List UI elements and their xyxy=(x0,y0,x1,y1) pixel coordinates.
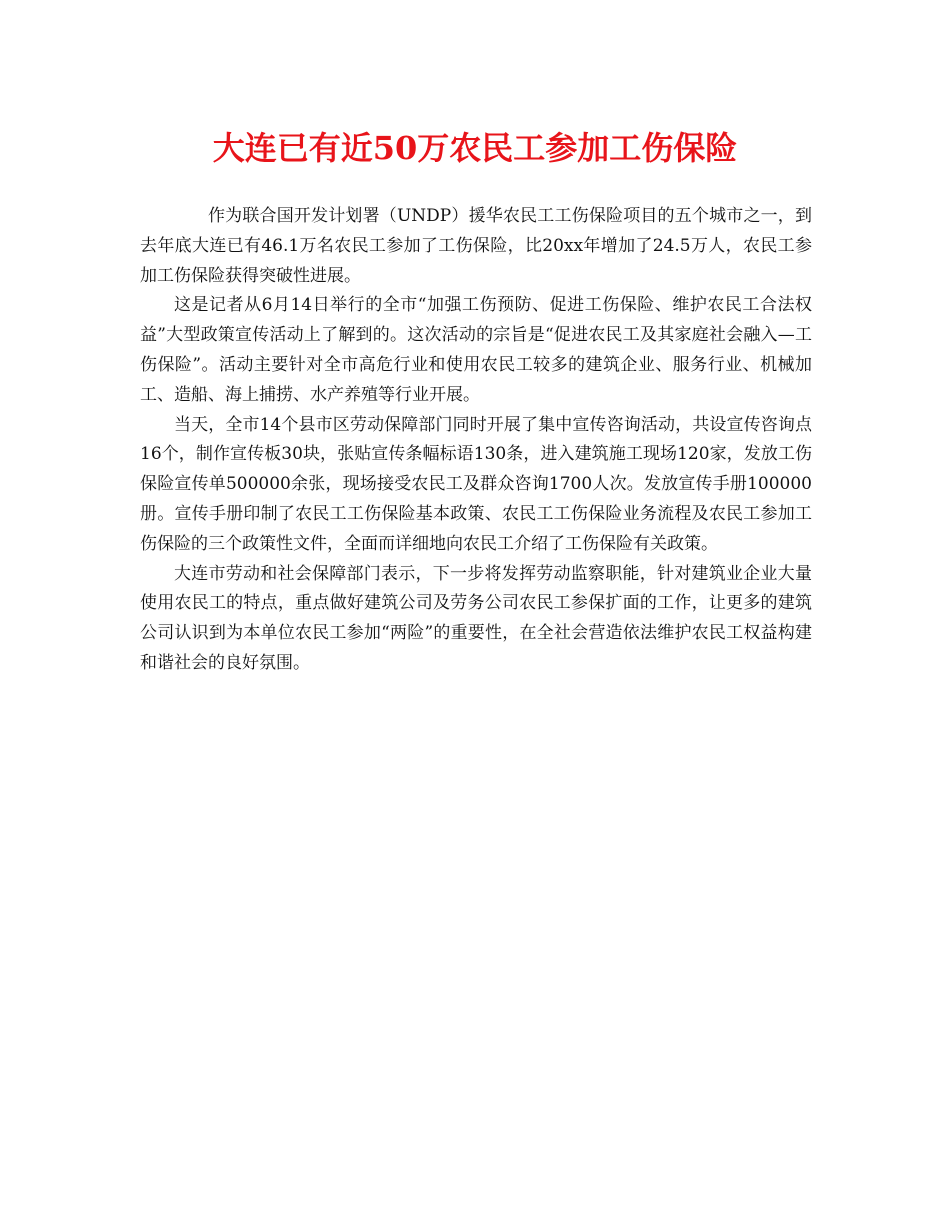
document-title: 大连已有近50万农民工参加工伤保险 xyxy=(212,129,738,167)
paragraph-3: 当天，全市14个县市区劳动保障部门同时开展了集中宣传咨询活动，共设宣传咨询点16个，制作宣传板30块，张贴宣传条幅标语130条，进入建筑施工现场120家，发放工伤保险宣传单500000余张，现场接受农民工及群众咨询1700人次。发放宣传手册100000册。宣传手册印制了农民工工伤保险基本政策、农民工工伤保险业务流程及农民工参加工伤保险的三个政策性文件，全面而详细地向农民工介绍了工伤保险有关政策。 xyxy=(140,414,812,554)
paragraph-4: 大连市劳动和社会保障部门表示，下一步将发挥劳动监察职能，针对建筑业企业大量使用农民工的特点，重点做好建筑公司及劳务公司农民工参保扩面的工作，让更多的建筑公司认识到为本单位农民工参加“两险”的重要性，在全社会营造依法维护农民工权益构建和谐社会的良好氛围。 xyxy=(140,563,812,673)
article-body xyxy=(140,202,812,679)
paragraph-2: 这是记者从6月14日举行的全市“加强工伤预防、促进工伤保险、维护农民工合法权益”大型政策宣传活动上了解到的。这次活动的宗旨是“促进农民工及其家庭社会融入—工伤保险”。活动主要针对全市高危行业和使用农民工较多的建筑企业、服务行业、机械加工、造船、海上捕捞、水产养殖等行业开展。 xyxy=(140,295,812,405)
paragraph-1: 作为联合国开发计划署（UNDP）援华农民工工伤保险项目的五个城市之一，到去年底大连已有46.1万名农民工参加了工伤保险，比20xx年增加了24.5万人，农民工参加工伤保险获得突破性进展。 xyxy=(140,206,812,286)
